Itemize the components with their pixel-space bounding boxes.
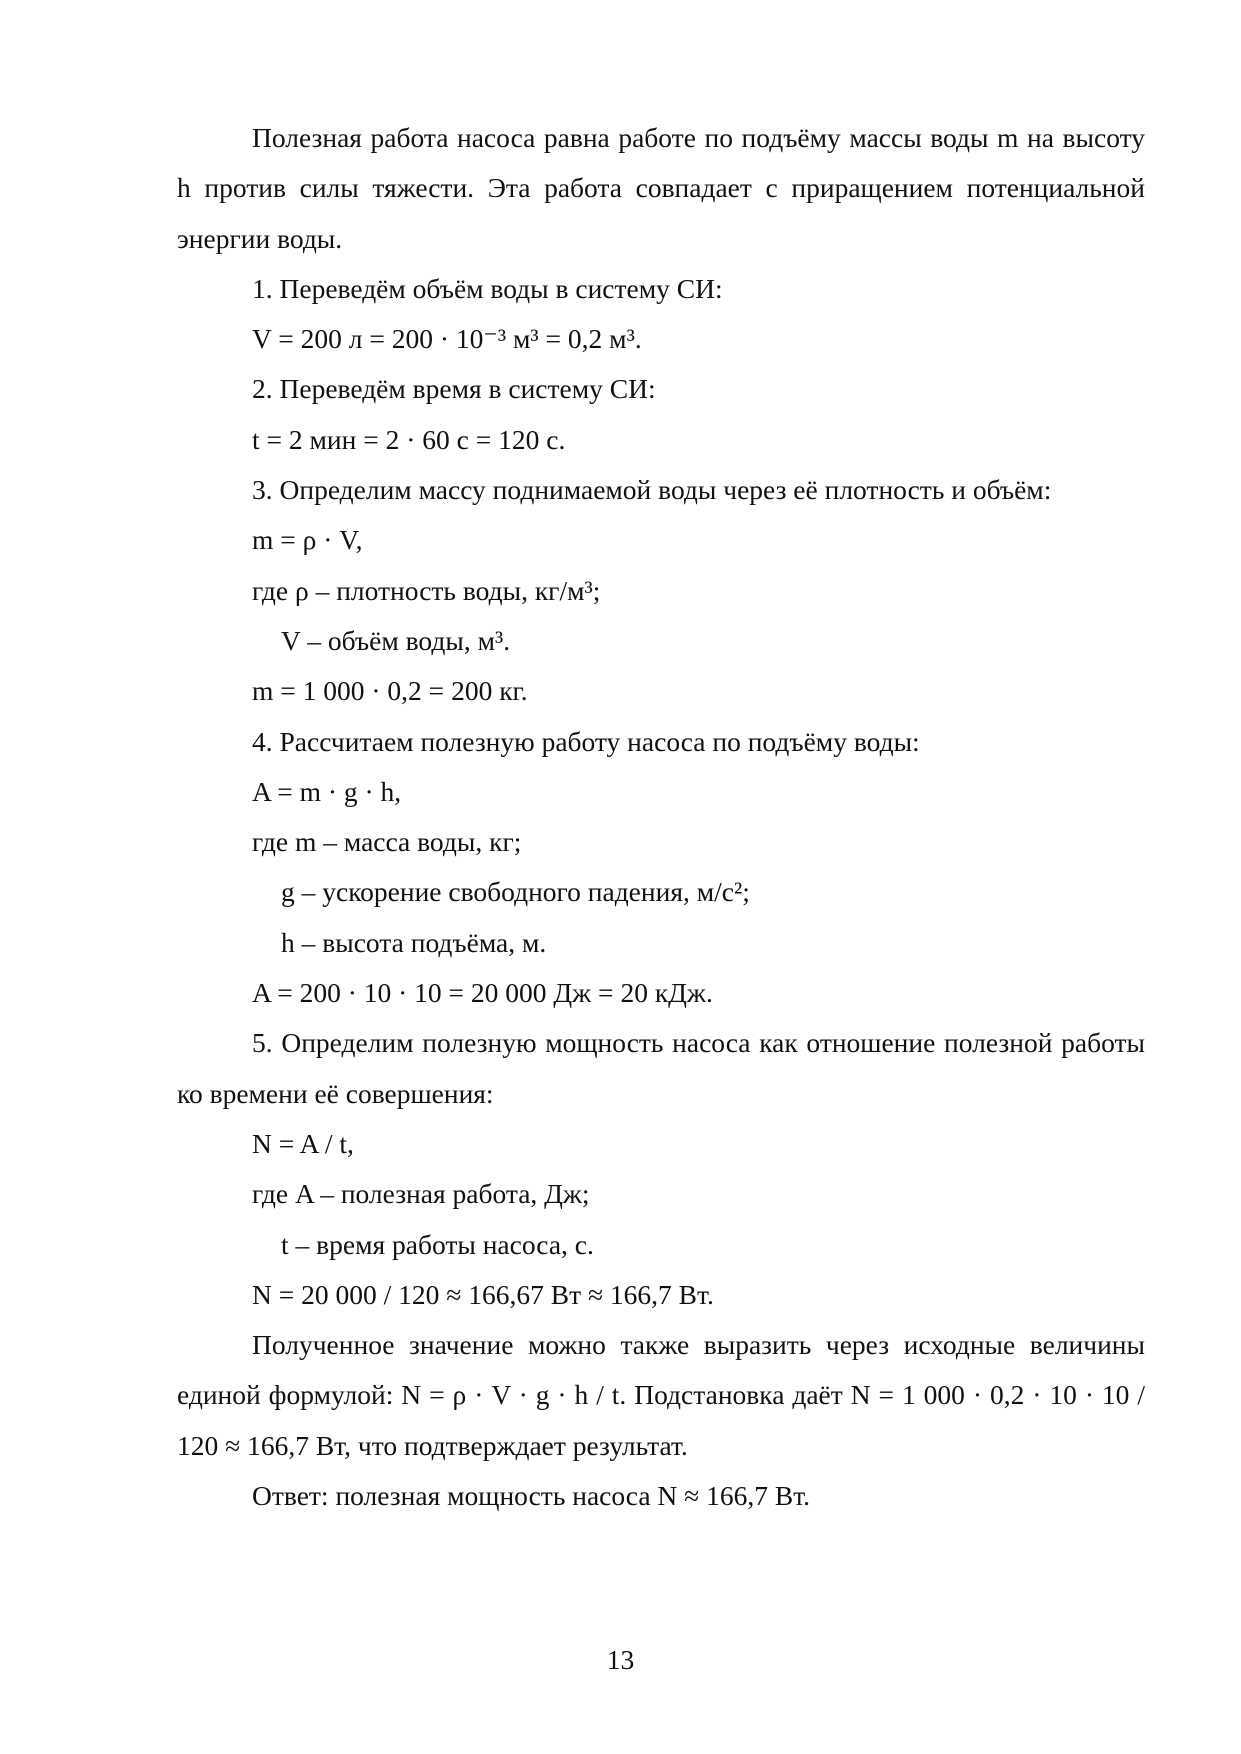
step2-heading: 2. Переведём время в систему СИ: [252,373,656,405]
step4-result: A = 200 · 10 · 10 = 20 000 Дж = 20 кДж. [252,977,713,1009]
step4-formula: A = m · g · h, [252,775,402,807]
step4-where-g: g – ускорение свободного падения, м/с²; [281,876,750,908]
step4-where-m: где m – масса воды, кг; [252,826,522,858]
step1-heading: 1. Переведём объём воды в систему СИ: [252,272,723,304]
step5-result: N = 20 000 / 120 ≈ 166,67 Вт ≈ 166,7 Вт. [252,1278,714,1310]
step3-heading: 3. Определим массу поднимаемой воды через её плотность и объём: [252,474,1052,506]
intro-paragraph: Полезная работа насоса равна работе по подъёму массы воды m на высоту h против силы тяжести. Эта работа совпадает с приращением потенциальной энергии воды. [177,122,1145,254]
step5-where-a: где A – полезная работа, Дж; [252,1178,590,1210]
step4-where-h: h – высота подъёма, м. [281,926,547,958]
step5-heading: 5. Определим полезную мощность насоса как отношение полезной работы ко времени её совершения: [177,1027,1145,1109]
step2-formula: t = 2 мин = 2 · 60 с = 120 с. [252,423,566,455]
step3-where-rho: где ρ – плотность воды, кг/м³; [252,574,601,606]
step5-where-t: t – время работы насоса, с. [281,1228,594,1260]
step1-formula: V = 200 л = 200 · 10⁻³ м³ = 0,2 м³. [252,323,642,355]
page-number: 13 [606,1644,635,1675]
summary-paragraph: Полученное значение можно также выразить через исходные величины единой формулой: N = ρ · V · g · h / t. Подстановка даёт N = 1 000 · 0,2 · 10 · 10 / 120 ≈ 166,7 Вт, что подтверждает результат. [177,1329,1145,1461]
answer-paragraph: Ответ: полезная мощность насоса N ≈ 166,7 Вт. [252,1480,811,1512]
step3-formula: m = ρ · V, [252,524,363,556]
document-body [177,113,1145,1521]
step3-where-v: V – объём воды, м³. [281,624,511,656]
step3-result: m = 1 000 · 0,2 = 200 кг. [252,675,528,707]
step5-formula: N = A / t, [252,1127,354,1159]
step4-heading: 4. Рассчитаем полезную работу насоса по подъёму воды: [252,725,920,757]
